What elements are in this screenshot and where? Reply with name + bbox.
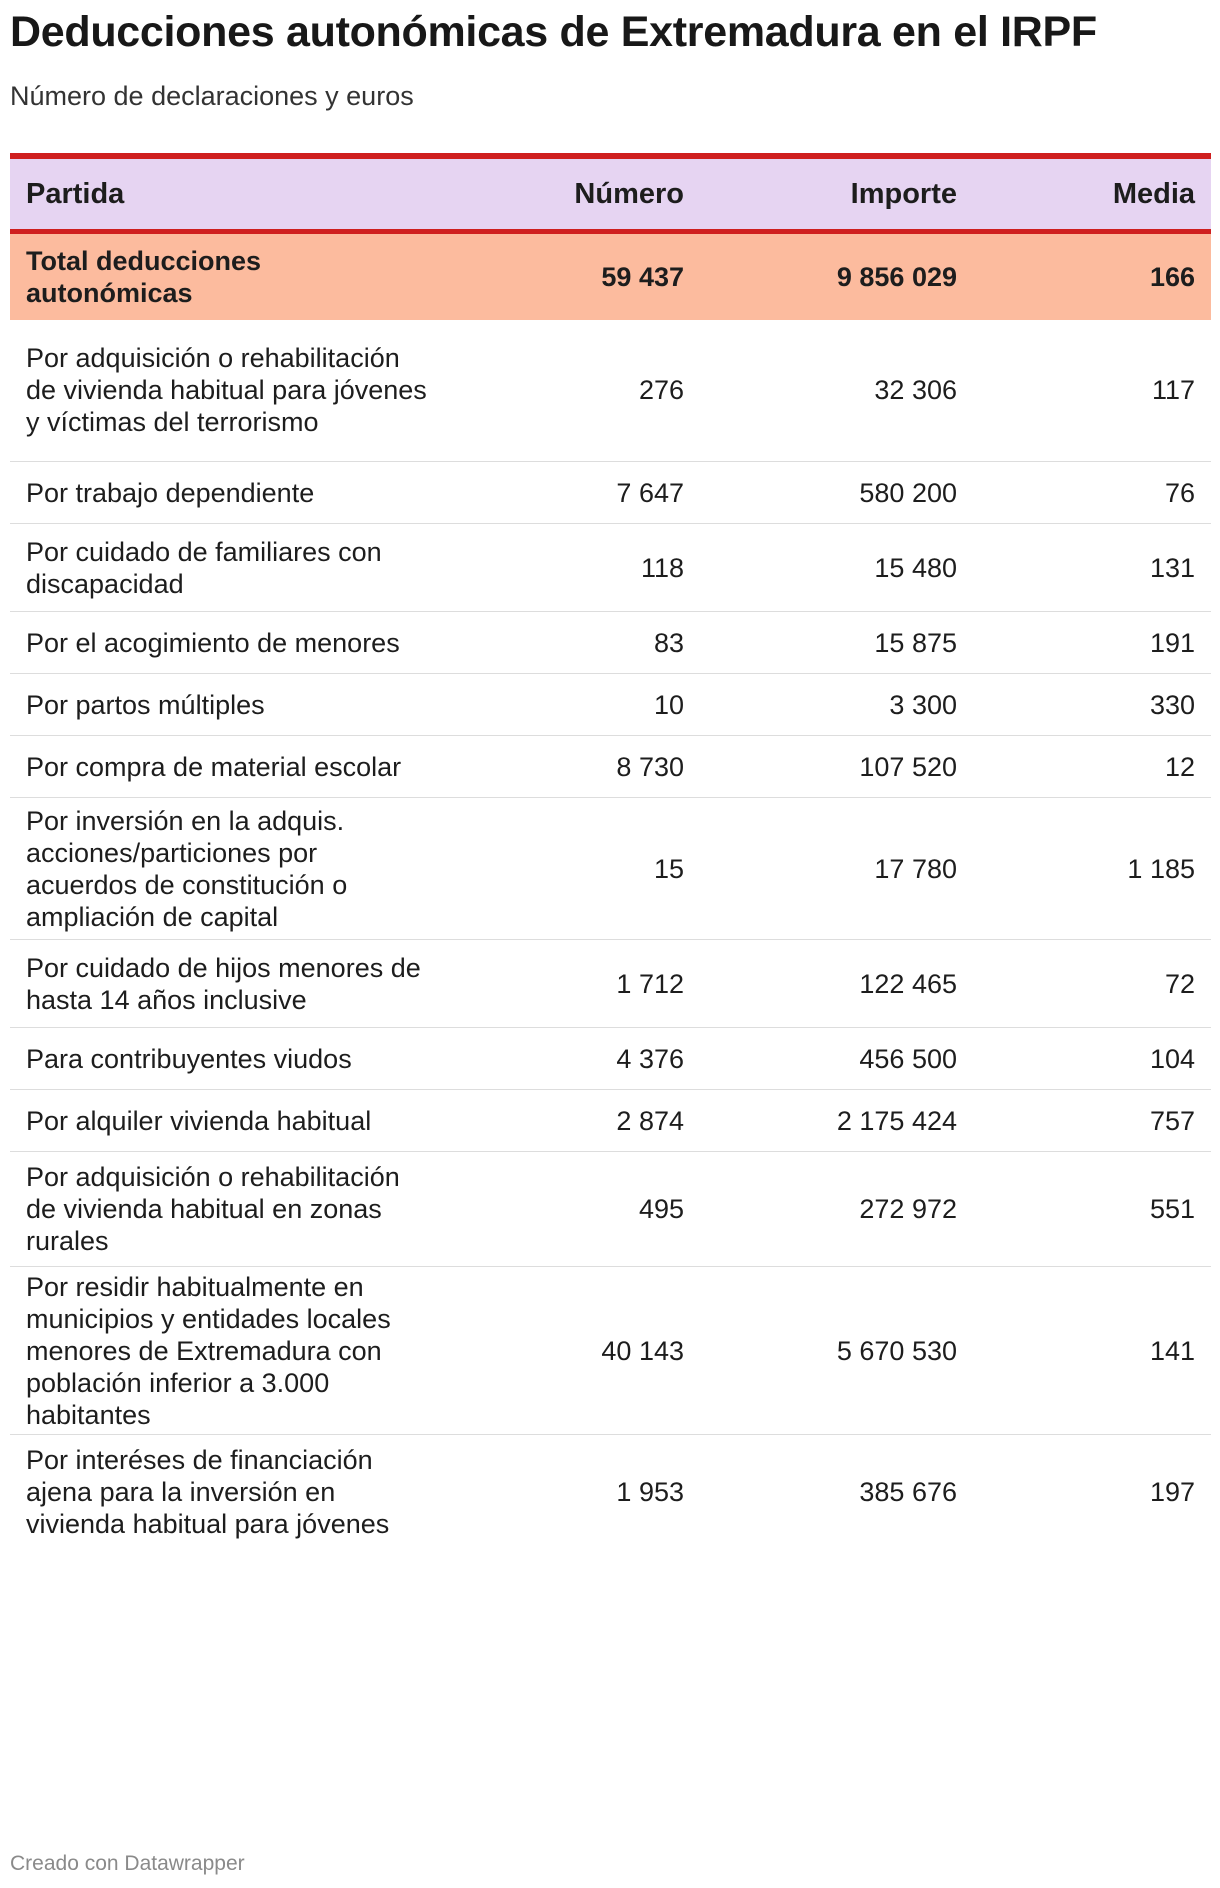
cell-media: 166 — [973, 232, 1211, 320]
column-header-numero[interactable]: Número — [450, 156, 700, 232]
cell-importe: 3 300 — [700, 674, 973, 736]
cell-media: 757 — [973, 1090, 1211, 1152]
table-row — [10, 1090, 1211, 1152]
cell-media: 141 — [973, 1267, 1211, 1435]
cell-media: 117 — [973, 320, 1211, 462]
cell-importe: 122 465 — [700, 940, 973, 1028]
table-header-row — [10, 156, 1211, 232]
cell-numero: 495 — [450, 1152, 700, 1267]
cell-partida: Por trabajo dependiente — [10, 462, 450, 524]
table-row — [10, 940, 1211, 1028]
cell-media: 76 — [973, 462, 1211, 524]
cell-importe: 15 875 — [700, 612, 973, 674]
cell-importe: 580 200 — [700, 462, 973, 524]
cell-importe: 15 480 — [700, 524, 973, 612]
cell-numero: 10 — [450, 674, 700, 736]
cell-partida: Por partos múltiples — [10, 674, 450, 736]
cell-media: 330 — [973, 674, 1211, 736]
cell-media: 104 — [973, 1028, 1211, 1090]
cell-numero: 118 — [450, 524, 700, 612]
cell-importe: 5 670 530 — [700, 1267, 973, 1435]
table-row — [10, 462, 1211, 524]
cell-partida: Por inversión en la adquis. acciones/particiones por acuerdos de constitución o ampliación de capital — [10, 798, 450, 940]
cell-partida: Por adquisición o rehabilitación de vivienda habitual para jóvenes y víctimas del terrorismo — [10, 320, 450, 462]
cell-numero: 8 730 — [450, 736, 700, 798]
cell-numero: 83 — [450, 612, 700, 674]
credit-footer: Creado con Datawrapper — [10, 1852, 245, 1875]
cell-numero: 1 953 — [616, 1477, 684, 1508]
cell-media: 1 185 — [973, 798, 1211, 940]
table-row — [10, 1267, 1211, 1435]
cell-partida: Por cuidado de hijos menores de hasta 14 años inclusive — [10, 940, 450, 1028]
cell-importe: 456 500 — [700, 1028, 973, 1090]
cell-partida: Para contribuyentes viudos — [10, 1028, 450, 1090]
cell-partida: Por el acogimiento de menores — [10, 612, 450, 674]
cell-partida: Por adquisición o rehabilitación de vivienda habitual en zonas rurales — [10, 1152, 450, 1267]
table-row — [10, 798, 1211, 940]
table-row — [10, 612, 1211, 674]
cell-importe: 107 520 — [700, 736, 973, 798]
cell-importe: 9 856 029 — [700, 232, 973, 320]
cell-media: 191 — [973, 612, 1211, 674]
cell-media: 551 — [973, 1152, 1211, 1267]
table-body — [10, 232, 1211, 1550]
cell-importe: 17 780 — [700, 798, 973, 940]
column-header-importe[interactable]: Importe — [700, 156, 973, 232]
chart-subtitle: Número de declaraciones y euros — [10, 81, 414, 111]
chart-title: Deducciones autonómicas de Extremadura en el IRPF — [10, 8, 1097, 56]
cell-importe: 385 676 — [859, 1477, 957, 1508]
cell-media: 131 — [973, 524, 1211, 612]
cell-numero: 59 437 — [450, 232, 700, 320]
cell-partida: Por cuidado de familiares con discapacidad — [10, 524, 450, 612]
table-row — [10, 736, 1211, 798]
cell-media: 72 — [973, 940, 1211, 1028]
table-row — [10, 320, 1211, 462]
total-row — [10, 232, 1211, 320]
data-table-container — [10, 153, 1211, 1550]
table-row — [10, 1152, 1211, 1267]
cell-numero: 1 712 — [450, 940, 700, 1028]
table-row — [10, 1435, 1211, 1550]
cell-importe: 32 306 — [700, 320, 973, 462]
cell-numero: 7 647 — [450, 462, 700, 524]
cell-partida: Por residir habitualmente en municipios y entidades locales menores de Extremadura con población inferior a 3.000 habitantes — [10, 1267, 450, 1435]
data-table — [10, 153, 1211, 1550]
table-row — [10, 524, 1211, 612]
cell-numero: 4 376 — [450, 1028, 700, 1090]
column-header-media[interactable]: Media — [973, 156, 1211, 232]
cell-partida: Por interéses de financiación ajena para la inversión en vivienda habitual para jóvenes — [26, 1445, 390, 1540]
cell-partida: Total deducciones autonómicas — [10, 232, 450, 320]
cell-partida: Por compra de material escolar — [10, 736, 450, 798]
cell-importe: 2 175 424 — [700, 1090, 973, 1152]
cell-numero: 2 874 — [450, 1090, 700, 1152]
table-row — [10, 1028, 1211, 1090]
cell-partida: Por alquiler vivienda habitual — [10, 1090, 450, 1152]
cell-media: 197 — [1149, 1477, 1195, 1508]
cell-media: 12 — [973, 736, 1211, 798]
cell-importe: 272 972 — [700, 1152, 973, 1267]
table-row — [10, 674, 1211, 736]
cell-numero: 15 — [450, 798, 700, 940]
column-header-partida[interactable]: Partida — [10, 156, 450, 232]
cell-numero: 276 — [450, 320, 700, 462]
cell-numero: 40 143 — [450, 1267, 700, 1435]
